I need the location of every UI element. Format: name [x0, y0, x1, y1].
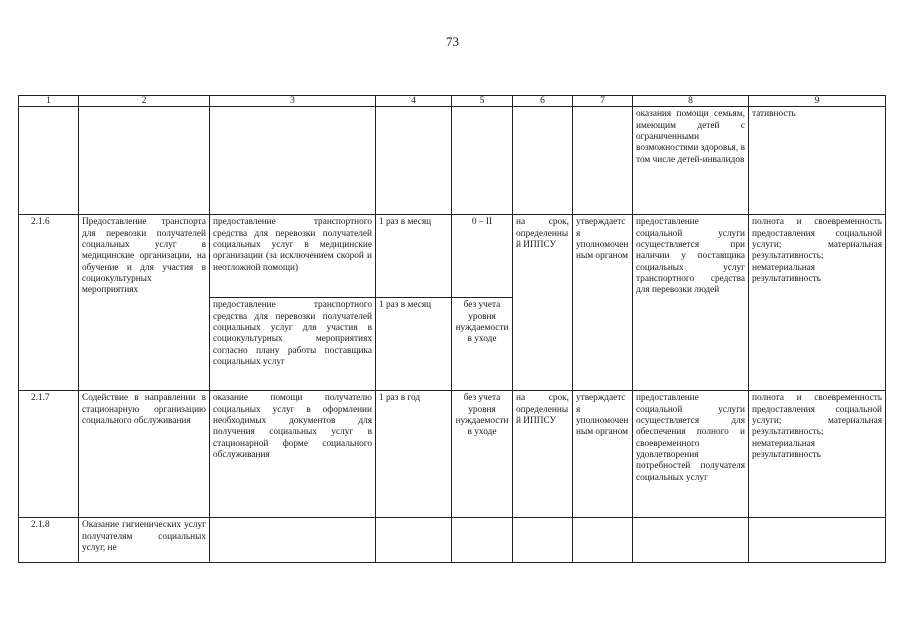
column-header: 1 — [19, 96, 79, 107]
approved-by: утверждается уполномоченным органом — [573, 215, 633, 391]
column-header: 4 — [376, 96, 452, 107]
service-name: Предоставление транспорта для перевозки получателей социальных услуг в медицинские организации, на обучение и для участия в социокультурных мероприятиях — [79, 215, 210, 391]
column-header: 8 — [633, 96, 749, 107]
approved-by: утверждается уполномоченным органом — [573, 391, 633, 518]
table-header-row — [19, 96, 886, 107]
services-table — [18, 95, 886, 563]
column-header: 7 — [573, 96, 633, 107]
service-term: на срок, определенный ИППСУ — [513, 391, 573, 518]
table-cell — [452, 518, 513, 563]
table-cell — [210, 107, 376, 215]
care-level: без учета уровня нуждаемости в уходе — [452, 298, 513, 391]
conditions-cell: предоставление социальной услуги осуществляется для обеспечения полного и своевременного удовлетворения потребностей получателя социальных услуг — [633, 391, 749, 518]
row-number: 2.1.6 — [19, 215, 79, 391]
service-name: Оказание гигиенических услуг получателям социальных услуг, не — [79, 518, 210, 563]
service-description: оказание помощи получателю социальных услуг в оформлении необходимых документов для получения социальных услуг в стационарной форме социального обслуживания — [210, 391, 376, 518]
table-cell — [452, 107, 513, 215]
service-description: предоставление транспортного средства для перевозки получателей социальных услуг в медицинские организации (за исключением скорой и неотложной помощи) — [210, 215, 376, 298]
table-row — [19, 215, 886, 298]
evaluation-cell: полнота и своевременность предоставления социальной услуги; материальная результативность; нематериальная результативность — [749, 391, 886, 518]
table-row-continuation — [19, 107, 886, 215]
column-header: 3 — [210, 96, 376, 107]
conditions-cell: предоставление социальной услуги осуществляется при наличии у поставщика социальных услуг транспортного средства для перевозки людей — [633, 215, 749, 391]
service-name: Содействие в направлении в стационарную организацию социального обслуживания — [79, 391, 210, 518]
table-row — [19, 518, 886, 563]
evaluation-cell: полнота и своевременность предоставления социальной услуги; материальная результативность; нематериальная результативность — [749, 215, 886, 391]
table-cell — [633, 518, 749, 563]
column-header: 2 — [79, 96, 210, 107]
service-term: на срок, определенный ИППСУ — [513, 215, 573, 391]
table-cell — [376, 107, 452, 215]
column-header: 9 — [749, 96, 886, 107]
column-header: 5 — [452, 96, 513, 107]
page-number: 73 — [446, 34, 459, 49]
service-description: предоставление транспортного средства для перевозки получателей социальных услуг для участия в социокультурных мероприятиях согласно плану работы поставщика социальных услуг — [210, 298, 376, 391]
table-cell — [749, 518, 886, 563]
table-cell — [513, 107, 573, 215]
table-cell — [210, 518, 376, 563]
evaluation-cell: тативность — [749, 107, 886, 215]
care-level: без учета уровня нуждаемости в уходе — [452, 391, 513, 518]
service-frequency: 1 раз в год — [376, 391, 452, 518]
row-number: 2.1.8 — [19, 518, 79, 563]
conditions-cell: оказания помощи семьям, имеющим детей с ограниченными возможностями здоровья, в том числе детей-инвалидов — [633, 107, 749, 215]
table-row — [19, 391, 886, 518]
table-cell — [79, 107, 210, 215]
table-cell — [573, 518, 633, 563]
service-frequency: 1 раз в месяц — [376, 215, 452, 298]
table-cell — [19, 107, 79, 215]
table-cell — [573, 107, 633, 215]
table-cell — [376, 518, 452, 563]
service-frequency: 1 раз в месяц — [376, 298, 452, 391]
care-level: 0 – II — [452, 215, 513, 298]
row-number: 2.1.7 — [19, 391, 79, 518]
table-cell — [513, 518, 573, 563]
column-header: 6 — [513, 96, 573, 107]
